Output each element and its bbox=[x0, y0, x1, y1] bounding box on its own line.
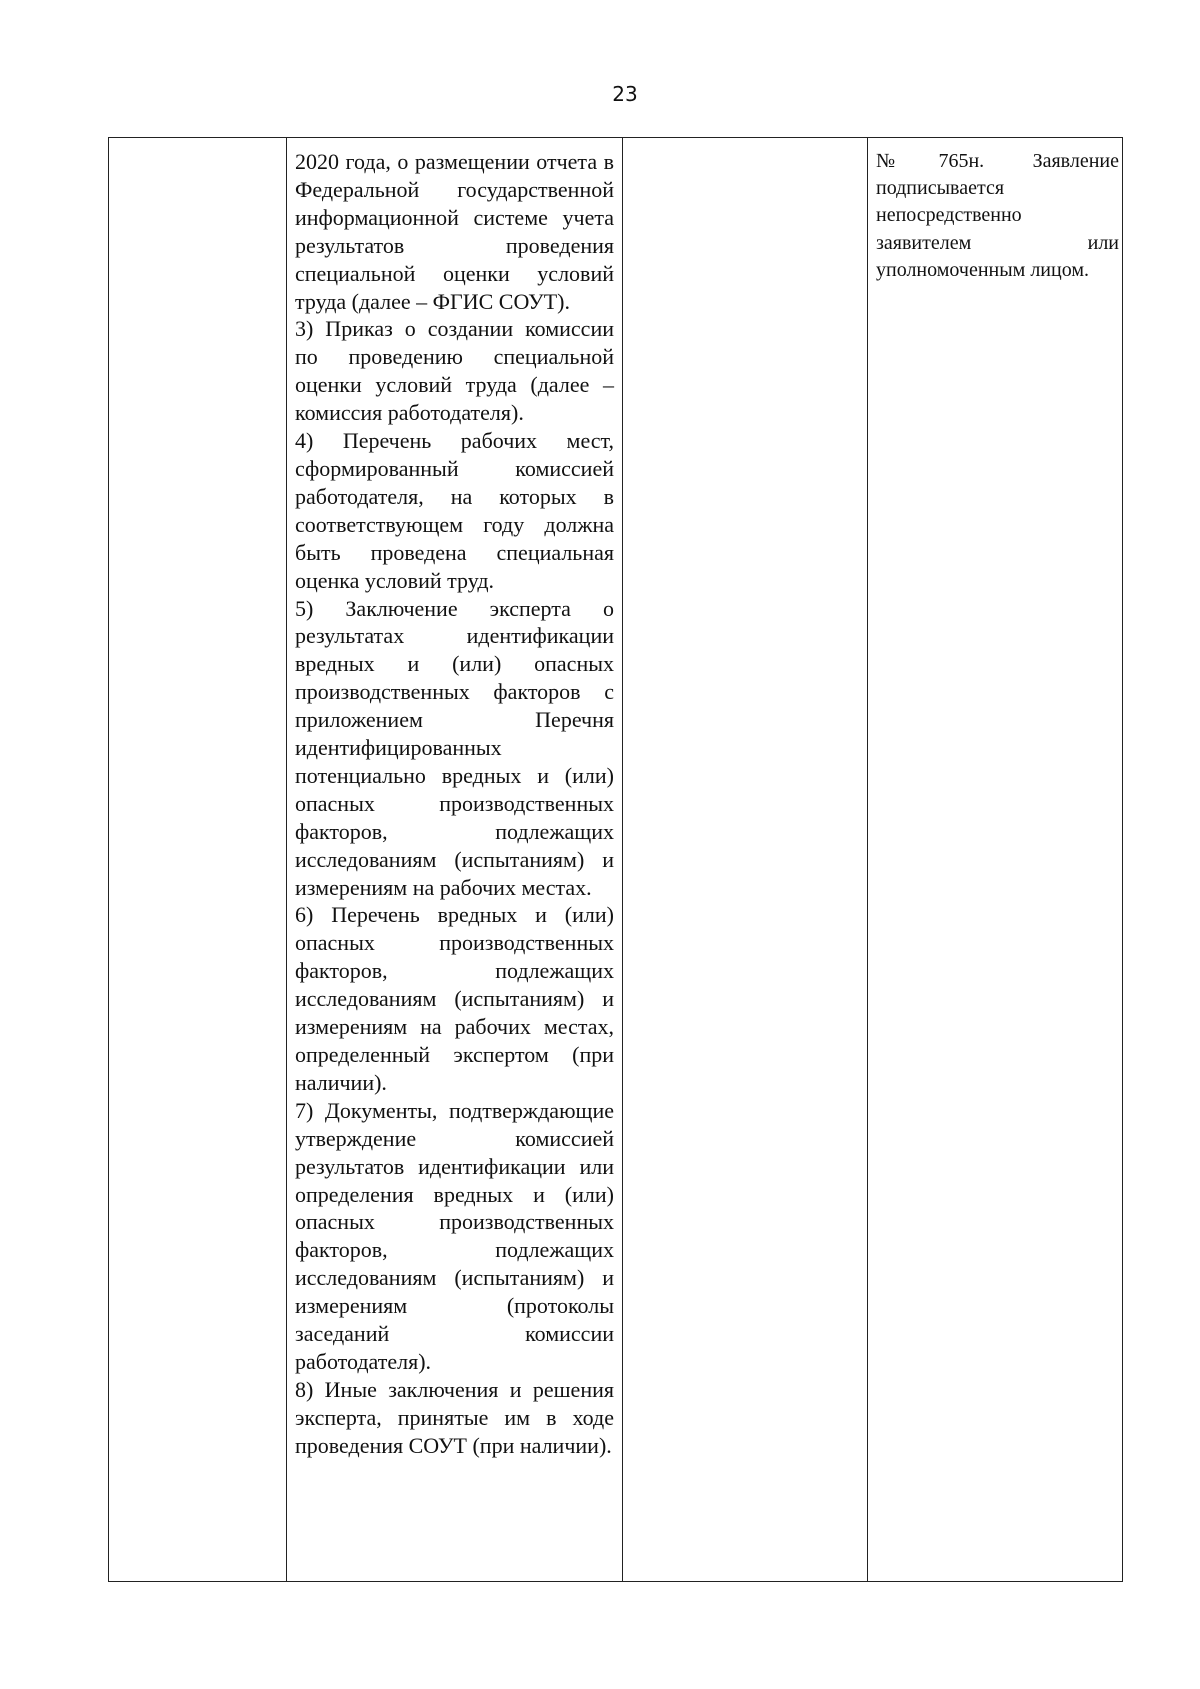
documents-paragraph: 8) Иные заключения и решения эксперта, принятые им в ходе проведения СОУТ (при наличии). bbox=[295, 1376, 614, 1458]
documents-paragraph: 4) Перечень рабочих мест, сформированный комиссией работодателя, на которых в соответствующем году должна быть проведена специальная оценка условий труд. bbox=[295, 428, 614, 593]
table-cell-col3 bbox=[623, 138, 868, 1582]
page-number: 23 bbox=[612, 82, 638, 106]
documents-paragraph: 2020 года, о размещении отчета в Федеральной государственной информационной системе учета результатов проведения специальной оценки условий труда (далее – ФГИС СОУТ). bbox=[295, 149, 614, 314]
documents-paragraph: 5) Заключение эксперта о результатах идентификации вредных и (или) опасных производственных факторов с приложением Перечня идентифицированных потенциально вредных и (или) опасных производственных факторов, подлежащих исследованиям (испытаниям) и измерениям на рабочих местах. bbox=[295, 595, 614, 900]
notes-paragraph: №765н. Заявление подписывается непосредственно заявителем или уполномоченным лицом. bbox=[876, 150, 1119, 281]
table-cell-notes bbox=[868, 138, 1123, 1582]
requirements-table bbox=[108, 137, 1123, 1582]
documents-paragraph: 6) Перечень вредных и (или) опасных производственных факторов, подлежащих исследованиям (испытаниям) и измерениям на рабочих местах, определенный экспертом (при наличии). bbox=[295, 902, 614, 1095]
documents-paragraph: 7) Документы, подтверждающие утверждение комиссией результатов идентификации или определения вредных и (или) опасных производственных факторов, подлежащих исследованиям (испытаниям) и измерениям (протоколы заседаний комиссии работодателя). bbox=[295, 1097, 614, 1374]
table-cell-col1 bbox=[109, 138, 287, 1582]
table-cell-documents bbox=[287, 138, 623, 1582]
table-row bbox=[109, 138, 1123, 1582]
documents-paragraph: 3) Приказ о создании комиссии по проведению специальной оценки условий труда (далее – комиссия работодателя). bbox=[295, 316, 614, 426]
